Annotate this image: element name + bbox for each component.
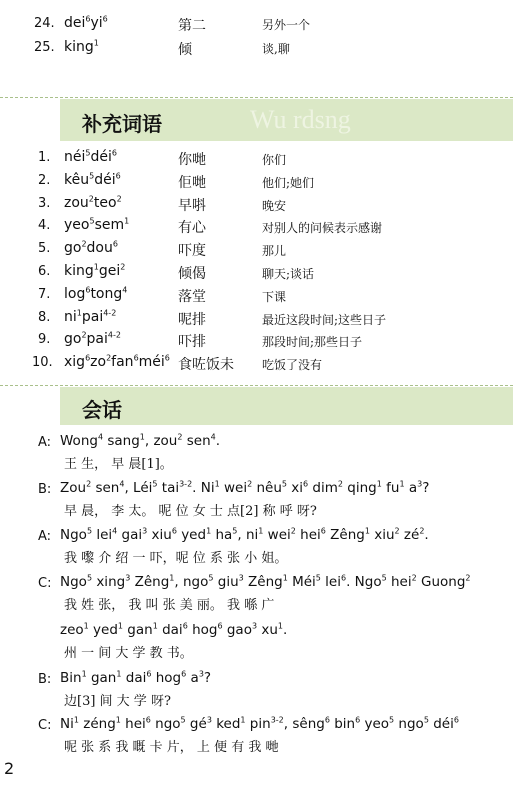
pinyin-syllable: king <box>64 263 94 279</box>
pinyin-syllable: zou <box>149 433 178 449</box>
pinyin-syllable: zeo <box>60 622 84 638</box>
tone-number: 1 <box>124 216 130 226</box>
item-number: 2. <box>38 172 51 188</box>
pinyin <box>60 574 471 590</box>
pinyin-syllable: . <box>192 480 197 496</box>
tone-number: 1 <box>258 526 264 536</box>
tone-number: 5 <box>86 573 93 583</box>
speaker-label: A: <box>38 529 52 544</box>
pinyin-syllable: hog <box>187 622 218 638</box>
tone-number: 1 <box>214 479 220 489</box>
tone-number: 4 <box>122 285 128 295</box>
pinyin-syllable: king <box>64 39 94 55</box>
pinyin-syllable: bin <box>329 716 356 732</box>
pinyin-syllable: Wong <box>60 433 98 449</box>
pinyin-syllable: sen <box>91 480 120 496</box>
tone-number: 6 <box>182 621 188 631</box>
pinyin-syllable: ngo <box>150 716 181 732</box>
pinyin-syllable: gai <box>117 527 143 543</box>
pinyin-syllable: gan <box>123 622 153 638</box>
pinyin-syllable: déi <box>94 171 116 188</box>
tone-number: 5 <box>315 573 321 583</box>
tone-number: 6 <box>217 621 223 631</box>
section-title: 补充词语 <box>82 112 162 136</box>
tone-number: 6 <box>146 669 152 679</box>
meaning: 那儿 <box>262 244 287 259</box>
pinyin-syllable: qing <box>342 480 377 496</box>
tone-number: 2 <box>290 526 296 536</box>
pinyin-syllable: méi <box>138 354 165 371</box>
chinese-term: 倾 <box>178 42 192 58</box>
dialogue-hanzi: 王 生， 早 晨[1]。 <box>64 457 173 472</box>
tone-number: 2 <box>337 479 343 489</box>
tone-number: 5 <box>152 479 158 489</box>
pinyin <box>64 195 122 211</box>
pinyin-syllable: hei <box>120 716 146 732</box>
pinyin-syllable: zé <box>399 527 420 543</box>
tone-number: 5 <box>381 573 387 583</box>
dialogue-hanzi: 我 嚟 介 绍 一 吓，呢 位 系 张 小 姐。 <box>64 551 288 566</box>
tone-number: 5 <box>85 148 91 158</box>
pinyin-syllable: xig <box>64 354 86 371</box>
pinyin-syllable: gei <box>98 263 121 279</box>
pinyin <box>64 354 170 370</box>
pinyin-syllable: gé <box>185 716 207 732</box>
pinyin-syllable: sen <box>182 433 211 449</box>
pinyin-syllable: dou <box>86 240 113 257</box>
tone-number: 6 <box>102 14 108 24</box>
tone-number: 3 <box>142 526 148 536</box>
pinyin-syllable: a <box>186 670 199 686</box>
item-number: 10. <box>32 355 53 371</box>
tone-number: 2 <box>465 573 471 583</box>
tone-number: 5 <box>89 171 95 181</box>
tone-number: 2 <box>411 573 417 583</box>
pinyin-syllable: déi <box>428 716 454 732</box>
pinyin-syllable: Zêng <box>130 574 170 590</box>
tone-number: 5 <box>389 715 395 725</box>
item-number: 25. <box>34 40 55 55</box>
tone-number: 6 <box>115 171 121 181</box>
tone-number: 3 <box>417 479 423 489</box>
chinese-term: 吓度 <box>178 243 206 260</box>
pinyin-syllable: Zêng <box>243 574 283 590</box>
pinyin-syllable: zo <box>90 354 107 371</box>
speaker-label: A: <box>38 435 52 450</box>
pinyin-syllable: xu <box>257 622 278 638</box>
pinyin <box>64 263 125 279</box>
dialogue-hanzi: 呢 张 系 我 嘅 卡 片， 上 便 有 我 哋 <box>64 740 279 755</box>
pinyin-syllable: . <box>424 527 429 543</box>
pinyin <box>60 622 287 638</box>
speaker-label: C: <box>38 576 52 591</box>
pinyin-syllable: . <box>215 433 221 449</box>
tone-number: 6 <box>181 669 187 679</box>
pinyin-syllable: , <box>144 433 150 449</box>
tone-number: 5 <box>281 479 287 489</box>
tone-number: 2 <box>81 330 87 340</box>
pinyin <box>64 39 99 55</box>
pinyin-syllable: Guong <box>416 574 466 590</box>
pinyin-syllable: sang <box>103 433 140 449</box>
pinyin <box>60 433 220 449</box>
pinyin-syllable: xi <box>287 480 304 496</box>
tone-number: 2 <box>81 239 87 249</box>
pinyin-syllable: pai <box>81 308 104 325</box>
tone-number: 1 <box>76 307 82 317</box>
tone-number: 5 <box>89 216 95 226</box>
item-number: 1. <box>38 150 51 165</box>
tone-number: 1 <box>152 621 158 631</box>
pinyin-syllable: lei <box>92 527 113 543</box>
chinese-term: 食咗饭未 <box>178 357 234 374</box>
chinese-term: 有心 <box>178 220 206 237</box>
item-number: 3. <box>38 195 51 211</box>
pinyin-syllable: Zêng <box>325 527 365 543</box>
speaker-label: B: <box>38 672 52 687</box>
pinyin-syllable: ngo <box>178 574 209 590</box>
tone-number: 6 <box>355 715 361 725</box>
pinyin-syllable: tong <box>90 285 123 302</box>
pinyin-syllable: hog <box>151 670 182 686</box>
tone-number: 2 <box>419 526 425 536</box>
tone-number: 6 <box>324 715 330 725</box>
section-banner-supplementary <box>60 99 513 141</box>
meaning: 谈,聊 <box>262 42 290 56</box>
pinyin-syllable: dai <box>157 622 183 638</box>
dialogue-hanzi: 边[3] 间 大 学 呀? <box>64 694 171 709</box>
tone-number: 1 <box>376 479 382 489</box>
item-number: 24. <box>34 16 55 31</box>
pinyin-syllable: ? <box>422 480 430 496</box>
item-number: 4. <box>38 218 51 234</box>
pinyin <box>64 217 129 233</box>
tone-number: 2 <box>88 193 94 203</box>
pinyin-syllable: , <box>283 716 289 732</box>
chinese-term: 吓排 <box>178 334 206 351</box>
meaning: 晚安 <box>262 198 287 213</box>
tone-number: 4-2 <box>103 307 117 317</box>
pinyin-syllable: yed <box>176 527 207 543</box>
pinyin-syllable: nêu <box>252 480 282 496</box>
tone-number: 6 <box>85 14 91 24</box>
item-number: 7. <box>38 286 51 302</box>
pinyin-syllable: yi <box>90 15 103 31</box>
tone-number: 1 <box>73 715 79 725</box>
pinyin <box>64 172 121 188</box>
pinyin <box>60 670 211 686</box>
chinese-term: 你哋 <box>178 152 206 168</box>
meaning: 聊天;谈话 <box>262 267 315 281</box>
tone-number: 6 <box>85 353 91 363</box>
meaning: 那段时间;那些日子 <box>262 335 363 350</box>
pinyin-syllable: hei <box>386 574 412 590</box>
pinyin-syllable: Ngo <box>350 574 382 590</box>
meaning: 另外一个 <box>262 18 311 32</box>
tone-number: 6 <box>85 285 91 295</box>
dialogue-hanzi: 我 姓 张， 我 叫 张 美 丽。 我 喺 广 <box>64 598 275 613</box>
meaning: 最近这段时间;这些日子 <box>262 312 387 327</box>
pinyin-syllable: déi <box>90 149 112 165</box>
tone-number: 2 <box>120 262 126 272</box>
pinyin-syllable: hei <box>295 527 321 543</box>
tone-number: 3 <box>238 573 244 583</box>
meaning: 下课 <box>262 289 287 304</box>
tone-number: 1 <box>282 573 288 583</box>
pinyin-syllable: Ngo <box>60 574 87 590</box>
pinyin-syllable: xiu <box>369 527 395 543</box>
pinyin-syllable: wei <box>263 527 291 543</box>
tone-number: 4 <box>210 432 216 442</box>
meaning: 他们;她们 <box>262 175 315 190</box>
tone-number: 2 <box>106 353 112 363</box>
pinyin <box>60 716 459 732</box>
pinyin-syllable: sêng <box>288 716 325 732</box>
pinyin-syllable: Ni <box>196 480 215 496</box>
tone-number: 3-2 <box>179 479 193 489</box>
meaning: 吃饭了没有 <box>262 358 323 373</box>
tone-number: 3-2 <box>270 715 284 725</box>
tone-number: 3 <box>125 573 131 583</box>
section-title: 会话 <box>82 398 122 422</box>
pinyin-syllable: yeo <box>64 217 90 234</box>
chinese-term: 落堂 <box>178 288 206 305</box>
pinyin-syllable: Zou <box>60 480 87 496</box>
pinyin-syllable: sem <box>94 217 125 234</box>
tone-number: 1 <box>115 715 121 725</box>
pinyin-syllable: ? <box>203 670 212 686</box>
pinyin-syllable: Léi <box>128 480 153 496</box>
tone-number: 5 <box>423 715 429 725</box>
pinyin-syllable: go <box>64 240 82 257</box>
item-number: 6. <box>38 264 51 279</box>
tone-number: 6 <box>341 573 347 583</box>
tone-number: 6 <box>171 526 177 536</box>
section-banner-dialogue <box>60 387 513 425</box>
item-number: 9. <box>38 332 51 348</box>
tone-number: 1 <box>139 432 145 442</box>
pinyin <box>60 480 429 496</box>
item-number: 8. <box>38 309 51 325</box>
tone-number: 3 <box>206 715 212 725</box>
chinese-term: 第二 <box>178 18 206 34</box>
pinyin-syllable: yed <box>88 622 118 638</box>
pinyin-syllable: pai <box>86 331 108 348</box>
chinese-term: 早唞 <box>178 197 206 214</box>
pinyin-syllable: ha <box>211 527 233 543</box>
tone-number: 1 <box>277 621 283 631</box>
pinyin-syllable: xing <box>92 574 126 590</box>
pinyin-syllable: giu <box>213 574 239 590</box>
tone-number: 1 <box>116 669 122 679</box>
pinyin-syllable: log <box>64 285 86 302</box>
tone-number: 5 <box>180 715 186 725</box>
pinyin-syllable: fu <box>381 480 400 496</box>
tone-number: 4-2 <box>107 330 121 340</box>
speaker-label: B: <box>38 482 52 497</box>
pinyin <box>64 331 121 347</box>
tone-number: 4 <box>119 479 125 489</box>
pinyin-syllable: wei <box>219 480 248 496</box>
tone-number: 6 <box>133 353 139 363</box>
tone-number: 1 <box>206 526 212 536</box>
pinyin-syllable: dei <box>64 15 86 31</box>
tone-number: 5 <box>208 573 214 583</box>
pinyin-syllable: , <box>124 480 129 496</box>
chinese-term: 佢哋 <box>178 174 206 191</box>
chinese-term: 倾偈 <box>178 266 206 282</box>
pinyin-syllable: lei <box>320 574 341 590</box>
tone-number: 5 <box>86 526 93 536</box>
item-number: 5. <box>38 241 51 257</box>
tone-number: 4 <box>112 526 118 536</box>
pinyin-syllable: Ni <box>60 716 74 732</box>
pinyin-syllable: zéng <box>78 716 116 732</box>
tone-number: 6 <box>164 353 170 363</box>
pinyin-syllable: ked <box>211 716 241 732</box>
pinyin-syllable: teo <box>93 194 117 211</box>
tone-number: 1 <box>364 526 370 536</box>
tone-number: 1 <box>93 262 99 272</box>
tone-number: 4 <box>97 432 104 442</box>
pinyin-syllable: . <box>283 622 288 638</box>
pinyin <box>64 309 116 325</box>
tone-number: 2 <box>177 432 183 442</box>
tone-number: 1 <box>83 621 89 631</box>
pinyin-syllable: yeo <box>360 716 390 732</box>
tone-number: 1 <box>81 669 87 679</box>
tone-number: 2 <box>394 526 400 536</box>
pinyin-syllable: ngo <box>394 716 424 732</box>
pinyin-syllable: Bin <box>60 670 82 686</box>
page-number: 2 <box>4 759 15 778</box>
meaning: 对别人的问候表示感谢 <box>262 221 383 236</box>
tone-number: 6 <box>145 715 151 725</box>
tone-number: 2 <box>116 193 122 203</box>
tone-number: 6 <box>303 479 309 489</box>
tone-number: 1 <box>169 573 175 583</box>
tone-number: 6 <box>453 715 459 725</box>
pinyin <box>64 286 127 302</box>
tone-number: 2 <box>247 479 253 489</box>
tone-number: 2 <box>86 479 92 489</box>
tone-number: 3 <box>198 669 204 679</box>
pinyin-syllable: Méi <box>287 574 316 590</box>
chinese-term: 呢排 <box>178 311 206 328</box>
tone-number: 6 <box>320 526 326 536</box>
pinyin-syllable: kêu <box>64 171 90 188</box>
tone-number: 1 <box>399 479 405 489</box>
tone-number: 1 <box>240 715 246 725</box>
section-ghost-text: Wu rdsng <box>250 105 351 134</box>
pinyin-syllable: fan <box>111 354 134 371</box>
pinyin-syllable: néi <box>64 149 86 165</box>
pinyin <box>64 15 108 31</box>
meaning: 你们 <box>262 153 287 167</box>
tone-number: 1 <box>117 621 123 631</box>
pinyin-syllable: a <box>404 480 418 496</box>
pinyin-syllable: xiu <box>147 527 172 543</box>
pinyin-syllable: zou <box>64 194 89 211</box>
speaker-label: C: <box>38 718 52 733</box>
pinyin-syllable: , <box>174 574 179 590</box>
tone-number: 3 <box>251 621 258 631</box>
pinyin <box>64 149 117 165</box>
pinyin-syllable: , <box>237 527 242 543</box>
pinyin-syllable: . <box>346 574 351 590</box>
tone-number: 5 <box>232 526 238 536</box>
pinyin-syllable: pin <box>245 716 271 732</box>
pinyin-syllable: tai <box>157 480 180 496</box>
pinyin <box>60 527 429 543</box>
dialogue-hanzi: 州 一 间 大 学 教 书。 <box>64 646 193 661</box>
pinyin-syllable: Ngo <box>60 527 87 543</box>
pinyin-syllable: ni <box>64 308 77 325</box>
pinyin-syllable: go <box>64 331 82 348</box>
pinyin-syllable: dim <box>308 480 338 496</box>
tone-number: 6 <box>112 239 118 249</box>
tone-number: 1 <box>93 38 99 48</box>
pinyin-syllable: dai <box>121 670 147 686</box>
pinyin <box>64 240 118 256</box>
dialogue-hanzi: 早 晨， 李 太。 呢 位 女 士 点[2] 称 呼 呀? <box>64 504 317 519</box>
pinyin-syllable: gao <box>222 622 252 638</box>
tone-number: 6 <box>111 148 117 158</box>
pinyin-syllable: gan <box>86 670 117 686</box>
pinyin-syllable: ni <box>241 527 259 543</box>
